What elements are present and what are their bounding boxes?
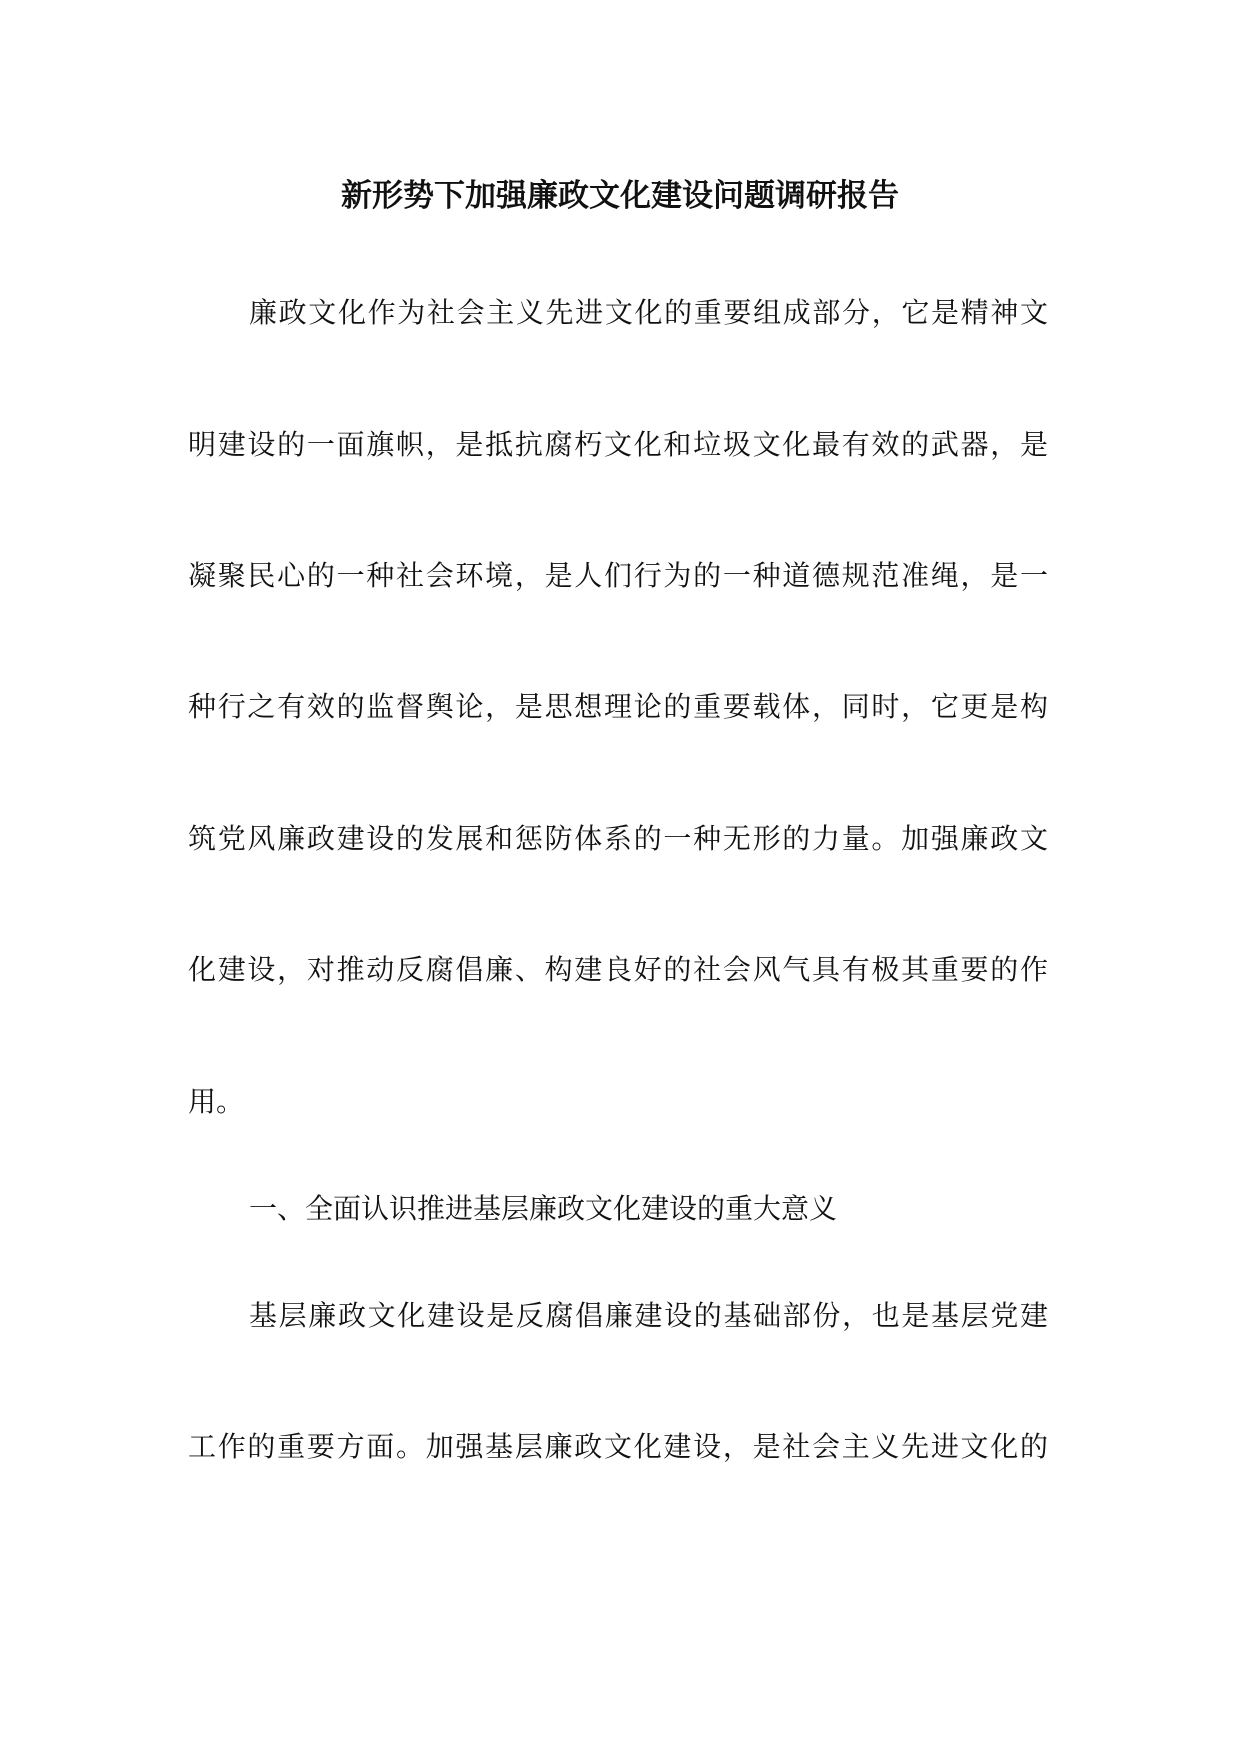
paragraph-line: 化建设，对推动反腐倡廉、构建良好的社会风气具有极其重要的作 [188, 953, 1048, 986]
paragraph-line: 种行之有效的监督舆论，是思想理论的重要载体，同时，它更是构 [188, 690, 1048, 723]
paragraph-line: 明建设的一面旗帜，是抵抗腐朽文化和垃圾文化最有效的武器，是 [188, 428, 1048, 461]
document-title: 新形势下加强廉政文化建设问题调研报告 [341, 178, 899, 214]
paragraph-line: 廉政文化作为社会主义先进文化的重要组成部分，它是精神文 [249, 296, 1048, 329]
paragraph-line: 基层廉政文化建设是反腐倡廉建设的基础部份，也是基层党建 [249, 1299, 1048, 1332]
paragraph-line: 用。 [188, 1085, 245, 1118]
paragraph-line: 凝聚民心的一种社会环境，是人们行为的一种道德规范准绳，是一 [188, 559, 1048, 592]
paragraph-line: 筑党风廉政建设的发展和惩防体系的一种无形的力量。加强廉政文 [188, 822, 1048, 855]
paragraph-line: 工作的重要方面。加强基层廉政文化建设，是社会主义先进文化的 [188, 1430, 1048, 1463]
section-heading: 一、全面认识推进基层廉政文化建设的重大意义 [249, 1192, 838, 1225]
